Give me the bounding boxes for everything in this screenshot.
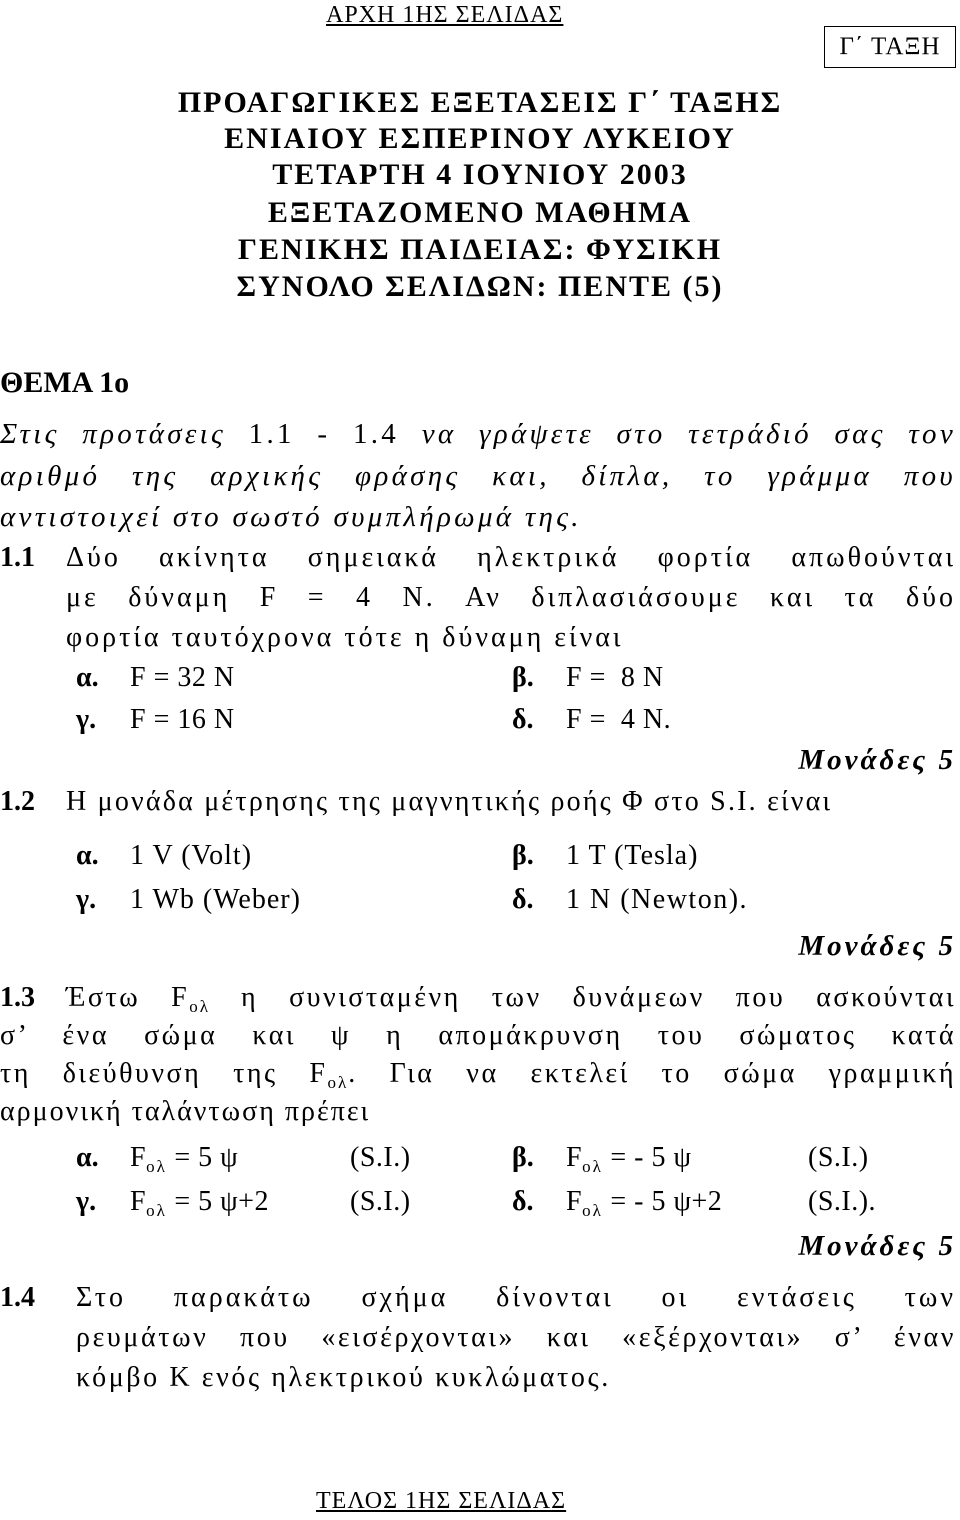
q1-number: 1.1 [0, 542, 35, 573]
q2-units: Μονάδες 5 [798, 930, 956, 962]
q3-option-b-si: (S.I.) [808, 1142, 869, 1173]
page-footer: ΤΕΛΟΣ 1ΗΣ ΣΕΛΙΔΑΣ [316, 1488, 567, 1514]
class-label-box: Γ΄ ΤΑΞΗ [824, 26, 956, 68]
q2-option-b-label: β. [512, 840, 534, 871]
q2-option-d: 1 N (Newton). [566, 884, 749, 915]
q1-option-b: F = 8 N [566, 662, 664, 693]
q3-option-b-expr: = - 5 ψ [602, 1142, 692, 1173]
q1-line-1: Δύο ακίνητα σημειακά ηλεκτρικά φορτία απωθούνται [66, 542, 956, 573]
q3-option-b-f: F [566, 1142, 583, 1173]
q3-option-b [566, 1142, 691, 1174]
title-line-5: ΓΕΝΙΚΗΣ ΠΑΙΔΕΙΑΣ: ΦΥΣΙΚΗ [237, 233, 723, 266]
q3-option-a-expr: = 5 ψ [166, 1142, 239, 1173]
q1-option-c-label: γ. [76, 704, 97, 735]
theme-heading: ΘΕΜΑ 1ο [0, 366, 130, 399]
q3-option-d-label: δ. [512, 1186, 534, 1217]
q3-option-c-sub: ολ [146, 1201, 167, 1220]
q3-option-b-label: β. [512, 1142, 534, 1173]
q3-number: 1.3 [0, 982, 35, 1013]
title-line-2: ΕΝΙΑΙΟΥ ΕΣΠΕΡΙΝΟΥ ΛΥΚΕΙΟΥ [224, 122, 736, 155]
q3-option-d [566, 1186, 722, 1218]
q1-option-a-label: α. [76, 662, 99, 693]
title-line-4: ΕΞΕΤΑΖΟΜΕΝΟ ΜΑΘΗΜΑ [267, 196, 693, 229]
q3-line-3-start: τη διεύθυνση της F [0, 1058, 328, 1089]
q1-option-d: F = 4 N. [566, 704, 672, 735]
q3-line-4: αρμονική ταλάντωση πρέπει [0, 1096, 371, 1127]
q3-option-a-f: F [130, 1142, 147, 1173]
title-line-1: ΠΡΟΑΓΩΓΙΚΕΣ ΕΞΕΤΑΣΕΙΣ Γ΄ ΤΑΞΗΣ [177, 86, 783, 119]
q4-line-1: Στο παρακάτω σχήμα δίνονται οι εντάσεις των [76, 1282, 956, 1313]
q3-sub-2: ολ [327, 1073, 349, 1092]
q1-option-b-label: β. [512, 662, 534, 693]
q2-line-1: Η μονάδα μέτρησης της μαγνητικής ροής Φ στο S.I. είναι [66, 786, 833, 817]
q3-units: Μονάδες 5 [798, 1230, 956, 1262]
q3-option-c-expr: = 5 ψ+2 [166, 1186, 269, 1217]
intro-prefix: Στις προτάσεις [0, 418, 249, 450]
q1-option-c: F = 16 N [130, 704, 235, 735]
q3-option-c-f: F [130, 1186, 147, 1217]
q3-option-c-si: (S.I.) [350, 1186, 411, 1217]
q2-option-d-label: δ. [512, 884, 534, 915]
q1-option-a: F = 32 N [130, 662, 235, 693]
q2-option-b: 1 T (Tesla) [566, 840, 699, 871]
q3-option-b-sub: ολ [582, 1157, 603, 1176]
q2-number: 1.2 [0, 786, 35, 817]
q2-option-c: 1 Wb (Weber) [130, 884, 301, 915]
q3-line-2: σ’ ένα σώμα και ψ η απομάκρυνση του σώματος κατά [0, 1020, 956, 1051]
q3-option-a-label: α. [76, 1142, 99, 1173]
intro-line-2: αριθμό της αρχικής φράσης και, δίπλα, το γράμμα που [0, 460, 956, 492]
q3-line-1-end: η συνισταμένη των δυνάμεων που ασκούνται [210, 982, 956, 1013]
q3-option-d-expr: = - 5 ψ+2 [602, 1186, 723, 1217]
q4-number: 1.4 [0, 1282, 35, 1313]
q1-line-3: φορτία ταυτόχρονα τότε η δύναμη είναι [66, 622, 624, 653]
intro-line-1 [0, 418, 956, 451]
q3-line-1 [66, 982, 956, 1014]
intro-line-3: αντιστοιχεί στο σωστό συμπλήρωμά της. [0, 501, 582, 533]
q3-option-d-si: (S.I.). [808, 1186, 877, 1217]
q3-line-1-start: Έστω F [66, 982, 190, 1013]
q2-option-a: 1 V (Volt) [130, 840, 253, 871]
q3-sub-1: ολ [189, 997, 210, 1016]
q3-option-c-label: γ. [76, 1186, 97, 1217]
q3-option-a-sub: ολ [146, 1157, 167, 1176]
q2-option-a-label: α. [76, 840, 99, 871]
q4-line-2: ρευμάτων που «εισέρχονται» και «εξέρχονται» σ’ έναν [76, 1322, 956, 1353]
q3-option-d-f: F [566, 1186, 583, 1217]
q3-line-3-end: . Για να εκτελεί το σώμα γραμμική [348, 1058, 957, 1089]
q3-option-c [130, 1186, 269, 1218]
intro-range: 1.1 - 1.4 [248, 418, 400, 450]
title-line-3: ΤΕΤΑΡΤΗ 4 ΙΟΥΝΙΟΥ 2003 [272, 158, 688, 191]
q1-line-2: με δύναμη F = 4 N. Αν διπλασιάσουμε και τα δύο [66, 582, 956, 613]
q3-line-3 [0, 1058, 956, 1090]
q1-units: Μονάδες 5 [798, 744, 956, 776]
page-header: ΑΡΧΗ 1ΗΣ ΣΕΛΙΔΑΣ [326, 2, 564, 28]
q4-line-3: κόμβο Κ ενός ηλεκτρικού κυκλώματος. [76, 1362, 611, 1393]
q3-option-d-sub: ολ [582, 1201, 603, 1220]
q1-option-d-label: δ. [512, 704, 534, 735]
title-line-6: ΣΥΝΟΛΟ ΣΕΛΙΔΩΝ: ΠΕΝΤΕ (5) [236, 270, 724, 303]
q3-option-a-si: (S.I.) [350, 1142, 411, 1173]
intro-rest: να γράψετε στο τετράδιό σας τον [399, 418, 956, 450]
q3-option-a [130, 1142, 238, 1174]
q2-option-c-label: γ. [76, 884, 97, 915]
